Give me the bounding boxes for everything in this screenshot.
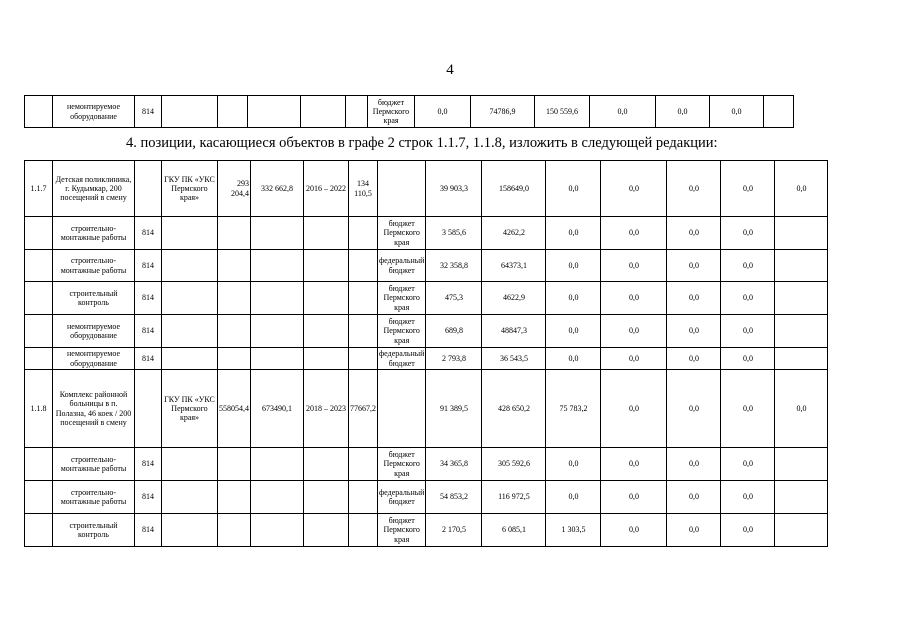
value-cell: 0,0	[601, 448, 667, 481]
value-cell: 0,0	[601, 481, 667, 514]
empty-cell	[346, 96, 368, 128]
name-cell: строительно-монтажные работы	[53, 217, 135, 250]
source-cell: бюджет Пермского края	[378, 282, 426, 315]
table-row	[25, 448, 828, 481]
cost-cell: 558054,4	[218, 370, 251, 448]
value-cell: 34 365,8	[426, 448, 482, 481]
value-cell: 74786,9	[471, 96, 535, 128]
name-cell: немонтируемое оборудование	[53, 348, 135, 370]
table-row	[25, 96, 794, 128]
name-cell: строительно-монтажные работы	[53, 250, 135, 282]
empty-cell	[775, 282, 828, 315]
num-cell	[25, 448, 53, 481]
empty-cell	[304, 448, 349, 481]
empty-cell	[349, 315, 378, 348]
code-cell: 814	[135, 250, 162, 282]
value-cell: 0,0	[721, 514, 775, 547]
value-cell: 0,0	[667, 481, 721, 514]
value-cell: 4622,9	[482, 282, 546, 315]
name-cell: строительно-монтажные работы	[53, 481, 135, 514]
value-cell: 305 592,6	[482, 448, 546, 481]
code-cell: 814	[135, 282, 162, 315]
value-cell: 0,0	[775, 161, 828, 217]
code-cell: 814	[135, 514, 162, 547]
cost-cell: 77667,2	[349, 370, 378, 448]
empty-cell	[775, 448, 828, 481]
customer-cell	[162, 250, 218, 282]
value-cell: 36 543,5	[482, 348, 546, 370]
value-cell: 0,0	[775, 370, 828, 448]
value-cell: 0,0	[415, 96, 471, 128]
name-cell: строительный контроль	[53, 282, 135, 315]
table-row	[25, 315, 828, 348]
value-cell: 0,0	[601, 282, 667, 315]
empty-cell	[304, 348, 349, 370]
value-cell: 0,0	[546, 250, 601, 282]
value-cell: 0,0	[721, 250, 775, 282]
code-cell: 814	[135, 481, 162, 514]
name-cell: Детская поликлиника, г. Кудымкар, 200 посещений в смену	[53, 161, 135, 217]
value-cell: 0,0	[601, 348, 667, 370]
empty-cell	[248, 96, 301, 128]
empty-cell	[349, 514, 378, 547]
empty-cell	[775, 315, 828, 348]
source-cell	[378, 370, 426, 448]
value-cell: 0,0	[667, 315, 721, 348]
value-cell: 475,3	[426, 282, 482, 315]
empty-cell	[775, 217, 828, 250]
value-cell: 64373,1	[482, 250, 546, 282]
empty-cell	[251, 481, 304, 514]
empty-cell	[349, 348, 378, 370]
num-cell	[25, 217, 53, 250]
source-cell: бюджет Пермского края	[378, 514, 426, 547]
value-cell: 0,0	[667, 217, 721, 250]
value-cell: 0,0	[721, 370, 775, 448]
num-cell	[25, 315, 53, 348]
value-cell: 0,0	[546, 348, 601, 370]
empty-cell	[251, 448, 304, 481]
value-cell: 0,0	[656, 96, 710, 128]
customer-cell	[162, 282, 218, 315]
value-cell: 0,0	[546, 217, 601, 250]
empty-cell	[764, 96, 794, 128]
num-cell	[25, 96, 53, 128]
table-row	[25, 217, 828, 250]
empty-cell	[218, 282, 251, 315]
customer-cell	[162, 481, 218, 514]
object-row	[25, 370, 828, 448]
value-cell: 0,0	[667, 250, 721, 282]
value-cell: 32 358,8	[426, 250, 482, 282]
empty-cell	[251, 514, 304, 547]
top-table	[24, 95, 794, 128]
empty-cell	[304, 481, 349, 514]
num-cell	[25, 250, 53, 282]
value-cell: 0,0	[721, 217, 775, 250]
empty-cell	[251, 315, 304, 348]
value-cell: 39 903,3	[426, 161, 482, 217]
value-cell: 0,0	[546, 481, 601, 514]
value-cell: 0,0	[667, 370, 721, 448]
value-cell: 0,0	[667, 348, 721, 370]
customer-cell: ГКУ ПК «УКС Пермского края»	[162, 161, 218, 217]
value-cell: 3 585,6	[426, 217, 482, 250]
num-cell	[25, 348, 53, 370]
empty-cell	[304, 250, 349, 282]
page-number: 4	[446, 62, 454, 78]
value-cell: 0,0	[546, 282, 601, 315]
value-cell: 0,0	[667, 448, 721, 481]
value-cell: 0,0	[721, 481, 775, 514]
empty-cell	[251, 250, 304, 282]
value-cell: 54 853,2	[426, 481, 482, 514]
table-row	[25, 514, 828, 547]
cost-cell: 134 110,5	[349, 161, 378, 217]
code-cell: 814	[135, 315, 162, 348]
value-cell: 1 303,5	[546, 514, 601, 547]
table-row	[25, 250, 828, 282]
cost-cell: 673490,1	[251, 370, 304, 448]
empty-cell	[218, 481, 251, 514]
empty-cell	[304, 315, 349, 348]
empty-cell	[775, 481, 828, 514]
value-cell: 0,0	[667, 161, 721, 217]
period-cell: 2018 – 2023	[304, 370, 349, 448]
period-cell: 2016 – 2022	[304, 161, 349, 217]
num-cell	[25, 514, 53, 547]
code-cell: 814	[135, 348, 162, 370]
empty-cell	[218, 315, 251, 348]
code-cell: 814	[135, 448, 162, 481]
value-cell: 116 972,5	[482, 481, 546, 514]
value-cell: 91 389,5	[426, 370, 482, 448]
value-cell: 0,0	[601, 161, 667, 217]
empty-cell	[349, 481, 378, 514]
value-cell: 0,0	[667, 514, 721, 547]
empty-cell	[251, 282, 304, 315]
empty-cell	[218, 514, 251, 547]
customer-cell: ГКУ ПК «УКС Пермского края»	[162, 370, 218, 448]
empty-cell	[349, 448, 378, 481]
name-cell: немонтируемое оборудование	[53, 96, 135, 128]
customer-cell	[162, 96, 218, 128]
value-cell: 0,0	[546, 315, 601, 348]
value-cell: 0,0	[601, 370, 667, 448]
table-row	[25, 481, 828, 514]
empty-cell	[775, 250, 828, 282]
cost-cell: 293 204,4	[218, 161, 251, 217]
value-cell: 0,0	[710, 96, 764, 128]
empty-cell	[304, 282, 349, 315]
value-cell: 0,0	[601, 250, 667, 282]
num-cell: 1.1.8	[25, 370, 53, 448]
customer-cell	[162, 217, 218, 250]
value-cell: 0,0	[546, 448, 601, 481]
name-cell: строительно-монтажные работы	[53, 448, 135, 481]
value-cell: 0,0	[721, 348, 775, 370]
value-cell: 0,0	[601, 217, 667, 250]
value-cell: 0,0	[667, 282, 721, 315]
empty-cell	[304, 514, 349, 547]
value-cell: 0,0	[721, 315, 775, 348]
num-cell: 1.1.7	[25, 161, 53, 217]
cost-cell: 332 662,8	[251, 161, 304, 217]
table-row	[25, 348, 828, 370]
main-table	[24, 160, 828, 547]
value-cell: 2 170,5	[426, 514, 482, 547]
empty-cell	[775, 348, 828, 370]
source-cell: бюджет Пермского края	[378, 448, 426, 481]
value-cell: 0,0	[590, 96, 656, 128]
value-cell: 4262,2	[482, 217, 546, 250]
num-cell	[25, 282, 53, 315]
name-cell: строительный контроль	[53, 514, 135, 547]
value-cell: 6 085,1	[482, 514, 546, 547]
value-cell: 75 783,2	[546, 370, 601, 448]
customer-cell	[162, 514, 218, 547]
value-cell: 158649,0	[482, 161, 546, 217]
empty-cell	[775, 514, 828, 547]
source-cell: федеральный бюджет	[379, 349, 425, 368]
empty-cell	[304, 217, 349, 250]
source-cell: федеральный бюджет	[378, 481, 426, 514]
value-cell: 0,0	[721, 448, 775, 481]
value-cell: 0,0	[601, 514, 667, 547]
value-cell: 0,0	[546, 161, 601, 217]
num-cell	[25, 481, 53, 514]
empty-cell	[349, 250, 378, 282]
source-cell: бюджет Пермского края	[378, 315, 426, 348]
empty-cell	[218, 96, 248, 128]
value-cell: 0,0	[601, 315, 667, 348]
value-cell: 48847,3	[482, 315, 546, 348]
value-cell: 2 793,8	[426, 348, 482, 370]
value-cell: 428 650,2	[482, 370, 546, 448]
empty-cell	[218, 250, 251, 282]
source-cell: федеральный бюджет	[378, 250, 426, 282]
empty-cell	[251, 348, 304, 370]
value-cell: 0,0	[721, 161, 775, 217]
customer-cell	[162, 315, 218, 348]
source-cell	[378, 161, 426, 217]
code-cell: 814	[135, 217, 162, 250]
empty-cell	[301, 96, 346, 128]
source-cell: бюджет Пермского края	[378, 217, 426, 250]
empty-cell	[251, 217, 304, 250]
code-cell	[135, 161, 162, 217]
value-cell: 150 559,6	[535, 96, 590, 128]
table-row	[25, 282, 828, 315]
code-cell	[135, 370, 162, 448]
empty-cell	[218, 217, 251, 250]
name-cell: Комплекс районной больницы в п. Полазна, 46 коек / 200 посещений в смену	[53, 370, 135, 448]
instruction-text: 4. позиции, касающиеся объектов в графе 2 строк 1.1.7, 1.1.8, изложить в следующей редакции:	[126, 135, 718, 151]
empty-cell	[349, 282, 378, 315]
empty-cell	[218, 348, 251, 370]
value-cell: 0,0	[721, 282, 775, 315]
code-cell: 814	[135, 96, 162, 128]
name-cell: немонтируемое оборудование	[53, 315, 135, 348]
customer-cell	[162, 348, 218, 370]
customer-cell	[162, 448, 218, 481]
source-cell: бюджет Пермского края	[368, 96, 415, 128]
value-cell: 689,8	[426, 315, 482, 348]
empty-cell	[218, 448, 251, 481]
empty-cell	[349, 217, 378, 250]
object-row	[25, 161, 828, 217]
